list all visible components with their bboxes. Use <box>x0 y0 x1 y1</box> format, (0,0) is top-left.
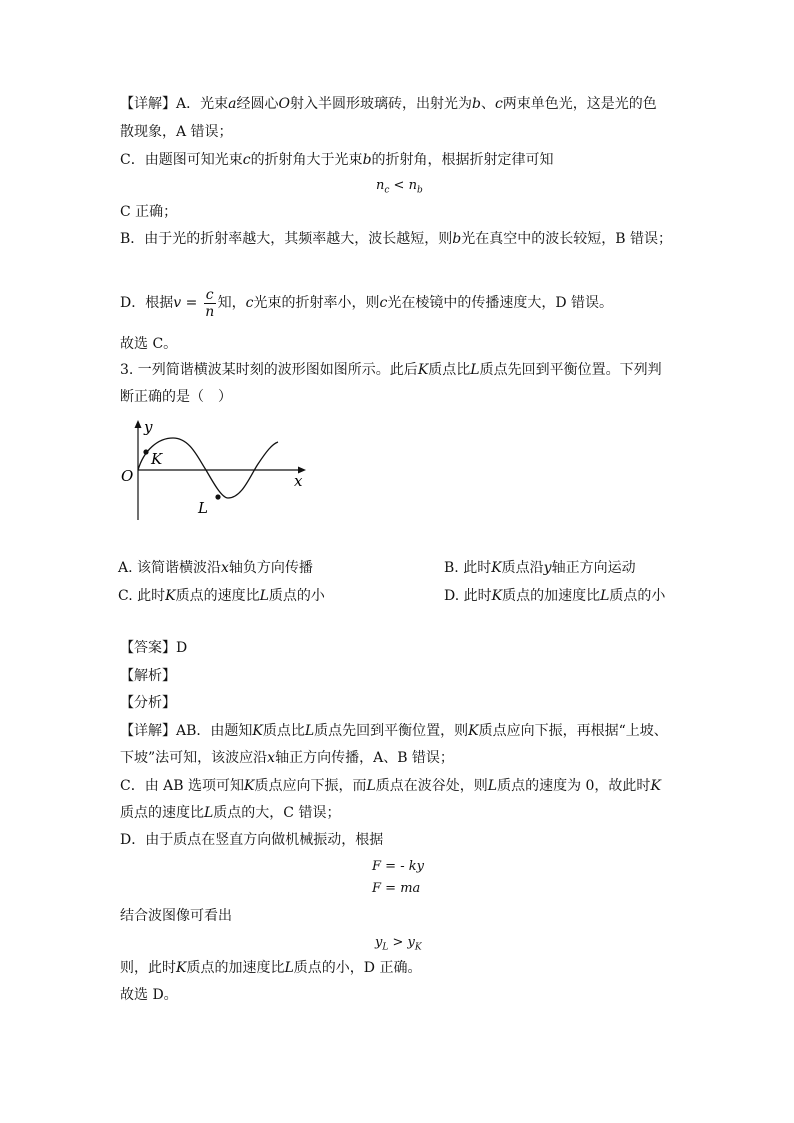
option-b[interactable]: B. 此时K质点沿y轴正方向运动 <box>444 560 636 576</box>
y-axis-label: y <box>144 418 153 436</box>
formula-f-ma: F = ma <box>372 881 421 896</box>
formula-nc-nb: $n_c < n_b$ <box>376 178 423 196</box>
question-3-line1: 3. 一列简谐横波某时刻的波形图如图所示。此后K质点比L质点先回到平衡位置。下列判 <box>120 362 662 378</box>
detail-d-line: D．根据v = $\frac{c}{n}$ 知，c光束的折射率小，则c光在棱镜中的传播速度大，D 错误。 <box>120 286 614 320</box>
point-k-label: K <box>151 450 163 468</box>
option-d[interactable]: D. 此时K质点的加速度比L质点的小 <box>444 588 666 604</box>
formula-yl-yk: $y_L > y_K$ <box>375 935 422 953</box>
option-a[interactable]: A. 该简谐横波沿x轴负方向传播 <box>118 560 313 576</box>
detail-a-line1: 【详解】A．光束a经圆心O射入半圆形玻璃砖，出射光为b、c两束单色光，这是光的色 <box>120 96 657 112</box>
solution-ab-line2: 下坡”法可知，该波应沿x轴正方向传播，A、B 错误； <box>120 750 454 766</box>
choose-c: 故选 C。 <box>120 336 178 352</box>
origin-label: O <box>121 467 134 485</box>
solution-ab-line1: 【详解】AB．由题知K质点比L质点先回到平衡位置，则K质点应向下振，再根据“上坡、 <box>120 723 668 739</box>
fenxi-label: 【分析】 <box>120 695 176 711</box>
wave-curve <box>138 438 278 498</box>
point-l <box>215 494 220 499</box>
analysis-label: 【解析】 <box>120 668 176 684</box>
option-c[interactable]: C. 此时K质点的速度比L质点的小 <box>118 588 325 604</box>
fraction-c-over-n: $\frac{c}{n}$ <box>205 286 215 320</box>
detail-a-line2: 散现象，A 错误； <box>120 124 233 140</box>
solution-d-line: D．由于质点在竖直方向做机械振动，根据 <box>120 832 384 848</box>
choose-d: 故选 D。 <box>120 987 178 1003</box>
solution-c-line1: C．由 AB 选项可知K质点应向下振，而L质点在波谷处，则L质点的速度为 0，故此时K <box>120 778 661 794</box>
detail-c-line: C．由题图可知光束c的折射角大于光束b的折射角，根据折射定律可知 <box>120 152 554 168</box>
combine-line: 结合波图像可看出 <box>120 908 232 924</box>
solution-d-conclusion: 则，此时K质点的加速度比L质点的小，D 正确。 <box>120 960 422 976</box>
formula-f-ky: F = - ky <box>372 859 424 874</box>
point-k <box>143 449 148 454</box>
point-l-label: L <box>198 499 208 517</box>
wave-figure <box>118 418 318 524</box>
solution-c-line2: 质点的速度比L质点的大，C 错误； <box>120 805 341 821</box>
question-3-line2: 断正确的是（ ） <box>120 389 232 405</box>
x-axis-label: x <box>294 472 303 490</box>
detail-c-conclusion: C 正确； <box>120 204 178 220</box>
detail-b-line: B．由于光的折射率越大，其频率越大，波长越短，则b光在真空中的波长较短，B 错误； <box>120 231 673 247</box>
answer-line: 【答案】D <box>120 640 188 656</box>
y-axis-arrow <box>135 420 142 428</box>
